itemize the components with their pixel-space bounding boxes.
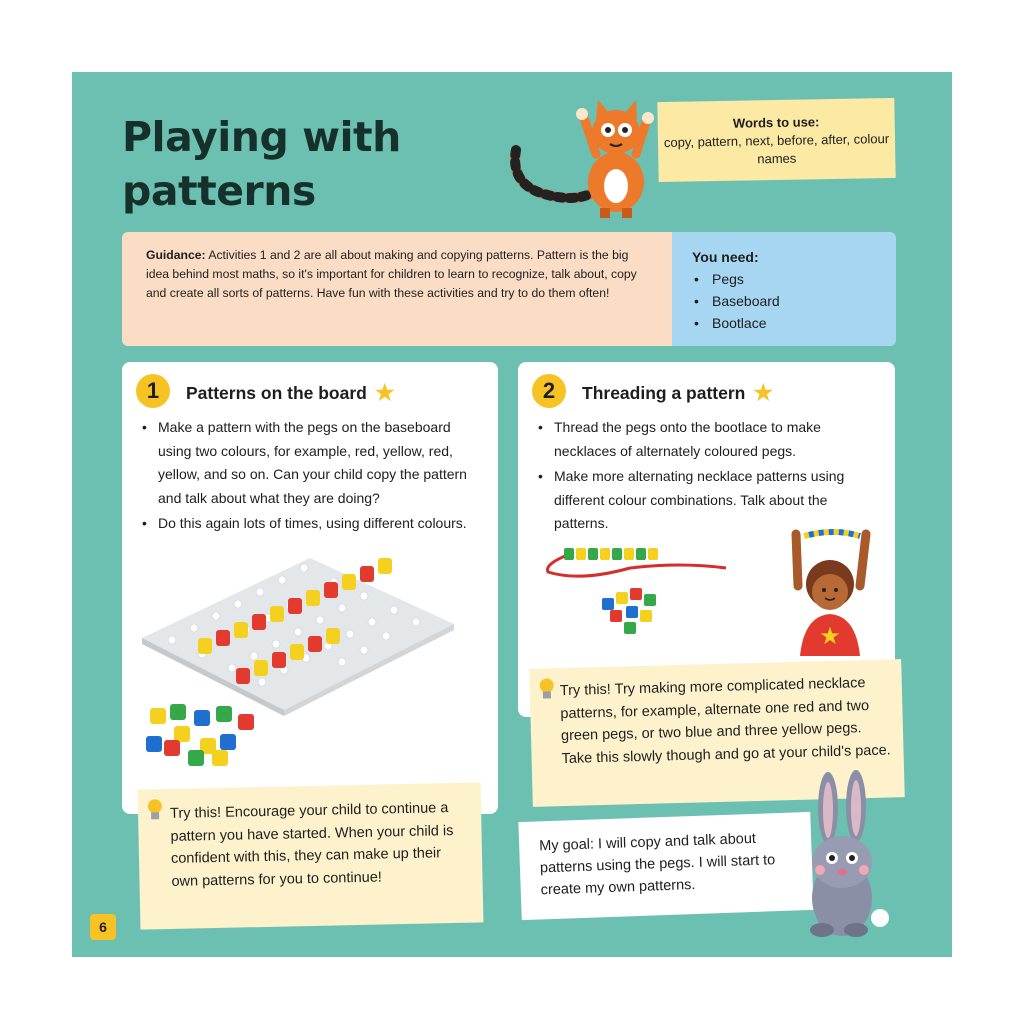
you-need-item: • Pegs xyxy=(692,268,876,290)
lightbulb-icon xyxy=(148,799,162,823)
activity-1-card xyxy=(122,362,498,814)
words-to-use-note xyxy=(657,98,895,182)
star-icon: ★ xyxy=(753,380,774,405)
words-to-use-text: copy, pattern, next, before, after, colour names xyxy=(663,131,890,167)
activity-2-bullets xyxy=(536,416,883,538)
try-this-text: Encourage your child to continue a pattern you have started. When your child is confident with this, they can make up their own patterns for you to continue! xyxy=(170,800,454,890)
try-this-text: Try making more complicated necklace patterns, for example, alternate one red and two green pegs, or two blue and three yellow pegs. Take this slowly though and go at your child's pace. xyxy=(560,675,891,767)
activity-2-title-row xyxy=(582,380,773,406)
my-goal-note xyxy=(518,812,813,920)
guidance-text: Activities 1 and 2 are all about making and copying patterns. Pattern is the big idea behind most maths, so it's important for children to learn to recognize, talk about, copy and create all sorts of patterns. Have fun with these activities and try to do them often! xyxy=(146,248,637,300)
loose-pegs-illustration xyxy=(144,698,284,770)
rabbit-illustration xyxy=(794,770,894,940)
activity-2-number: 2 xyxy=(532,374,566,408)
guidance-label: Guidance: xyxy=(146,248,206,262)
page-number: 6 xyxy=(90,914,116,940)
you-need-item: • Bootlace xyxy=(692,312,876,334)
activity-1-bullets xyxy=(140,416,486,538)
guidance-box xyxy=(122,232,672,346)
activity-1-title: Patterns on the board xyxy=(186,383,367,403)
words-to-use-heading: Words to use: xyxy=(732,114,820,131)
try-this-label: Try this! xyxy=(169,804,222,822)
you-need-box xyxy=(672,232,896,346)
my-goal-label: My goal: xyxy=(538,836,595,855)
you-need-heading: You need: xyxy=(692,249,759,265)
activity-2-bullet: • Thread the pegs onto the bootlace to make necklaces of alternately coloured pegs. xyxy=(536,416,883,463)
my-goal-text: I will copy and talk about patterns using the pegs. I will start to create my own patterns. xyxy=(539,830,776,899)
activity-1-bullet: • Make a pattern with the pegs on the baseboard using two colours, for example, red, yellow, red, yellow, and so on. Can your child copy the pattern and talk about what they are doing? xyxy=(140,416,486,510)
activity-2-bullet: • Make more alternating necklace patterns using different colour combinations. Talk about the patterns. xyxy=(536,465,883,536)
try-this-note-1 xyxy=(138,782,484,929)
svg-text:★: ★ xyxy=(819,622,841,650)
you-need-list xyxy=(692,268,876,334)
lightbulb-icon xyxy=(540,678,555,702)
page-title: Playing with patterns xyxy=(122,113,401,215)
try-this-label: Try this! xyxy=(559,681,612,700)
activity-1-title-row xyxy=(186,380,395,406)
activity-1-number: 1 xyxy=(136,374,170,408)
child-illustration xyxy=(774,526,884,656)
activity-1-bullet: • Do this again lots of times, using different colours. xyxy=(140,512,486,536)
activity-2-title: Threading a pattern xyxy=(582,383,746,403)
cat-illustration xyxy=(504,94,654,218)
you-need-item: • Baseboard xyxy=(692,290,876,312)
book-page xyxy=(72,72,952,957)
star-icon: ★ xyxy=(374,380,395,405)
bootlace-necklace-illustration xyxy=(540,546,730,646)
